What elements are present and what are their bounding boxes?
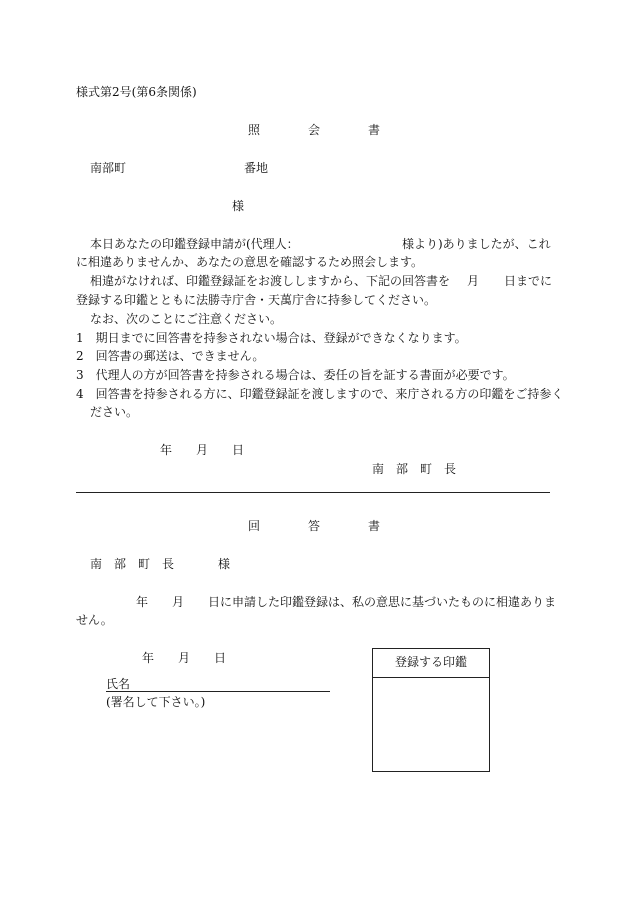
note-item-1 [76,330,467,347]
note-text: 期日までに回答書を持参されない場合は、登録ができなくなります。 [95,331,467,345]
reply-body-text: 日に申請した印鑑登録は、私の意思に基づいたものに相違ありま [208,595,557,609]
reply-addressee-char-2: 部 [114,557,127,571]
reply-date-year: 年 [142,651,155,665]
reply-addressee-char-1: 南 [90,557,103,571]
note-number: 4 [76,387,84,401]
address-town: 南部町 [90,161,127,175]
para1-line1-end: 様より)ありましたが、これ [402,237,551,251]
note-item-4-cont: ださい。 [90,405,139,419]
note-number: 1 [76,331,84,345]
note-number: 3 [76,368,84,382]
para2-line1: 相違がなければ、印鑑登録証をお渡ししますから、下記の回答書を [90,274,451,288]
note-text: 代理人の方が回答書を持参される場合は、委任の旨を証する書面が必要です。 [95,368,515,382]
note-item-3 [76,367,515,384]
addressee-sama: 様 [232,199,245,213]
name-label: 氏名 [106,677,131,691]
reply-body-month: 月 [172,595,185,609]
seal-box-header [373,649,489,678]
note-number: 2 [76,349,84,363]
registered-seal-box[interactable] [372,648,490,772]
para2-line2: 登録する印鑑とともに法勝寺庁舎・天萬庁舎に持参してください。 [76,293,437,307]
reply-title-char-1: 回 [248,519,261,533]
inquiry-date-day: 日 [232,443,245,457]
issuer-char-2: 部 [396,462,409,476]
reply-date-month: 月 [178,651,191,665]
para2-line1-end: 日までに [504,274,553,288]
inquiry-title-char-2: 会 [308,123,321,137]
issuer-char-4: 長 [444,462,457,476]
note-item-4 [76,386,563,403]
seal-box-label: 登録する印鑑 [394,655,467,670]
reply-addressee-char-3: 町 [138,557,151,571]
address-banchi: 番地 [244,161,269,175]
sign-note: (署名して下さい。) [106,695,206,709]
reply-body-year: 年 [136,595,149,609]
reply-body-text-cont: せん。 [76,613,113,627]
issuer-char-1: 南 [372,462,385,476]
inquiry-title-char-3: 書 [368,123,381,137]
para1-line2: に相違ありませんか、あなたの意思を確認するため照会します。 [76,255,424,269]
para2-month: 月 [467,274,480,288]
inquiry-title-char-1: 照 [248,123,261,137]
form-number: 様式第2号(第6条関係) [76,85,197,99]
inquiry-date-year: 年 [160,443,173,457]
reply-date-day: 日 [214,651,227,665]
para3: なお、次のことにご注意ください。 [90,312,283,326]
note-text: 回答書を持参される方に、印鑑登録証を渡しますので、来庁される方の印鑑をご持参く [95,387,564,401]
note-item-2 [76,348,264,365]
reply-title-char-3: 書 [368,519,381,533]
section-divider [76,492,550,493]
note-text: 回答書の郵送は、できません。 [95,349,265,363]
signature-line[interactable] [106,691,330,692]
reply-addressee-sama: 様 [218,557,231,571]
para1-line1: 本日あなたの印鑑登録申請が(代理人： [90,237,299,251]
issuer-char-3: 町 [420,462,433,476]
reply-addressee-char-4: 長 [162,557,175,571]
reply-title-char-2: 答 [308,519,321,533]
inquiry-date-month: 月 [196,443,209,457]
